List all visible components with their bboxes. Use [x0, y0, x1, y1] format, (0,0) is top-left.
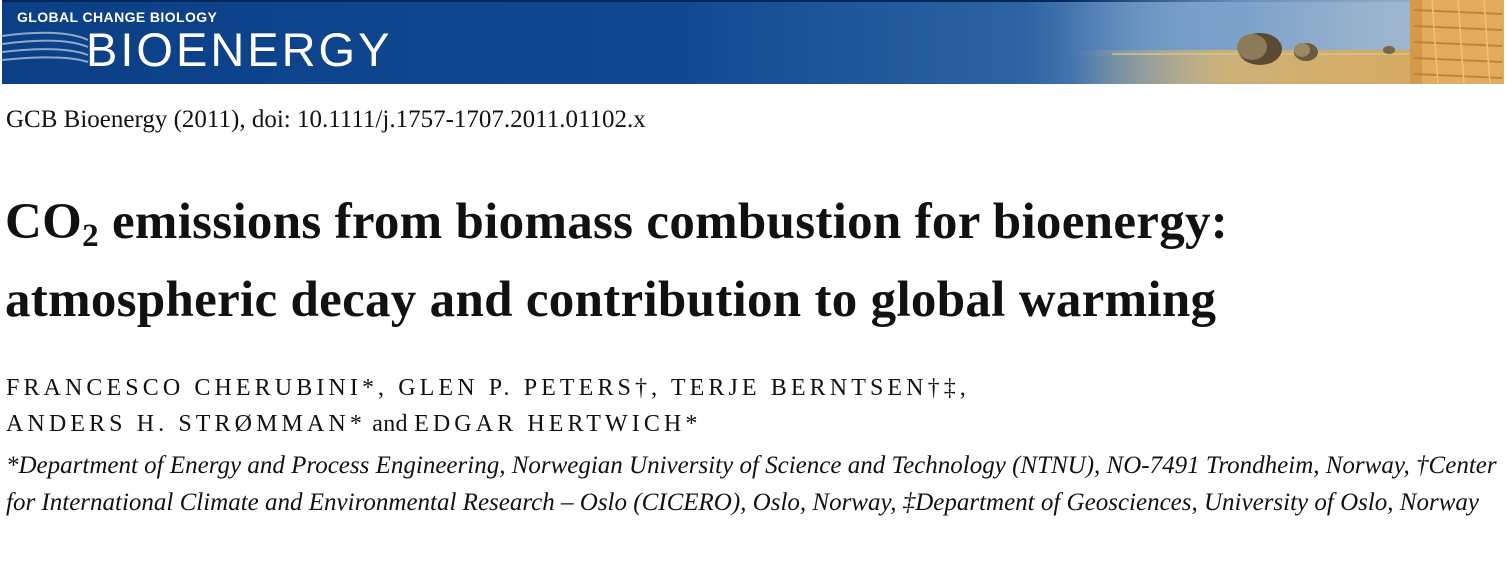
authors-line1: FRANCESCO CHERUBINI*, GLEN P. PETERS†, TERJE BERNTSEN†‡, — [6, 375, 970, 401]
authors-conjunction: and — [365, 411, 415, 437]
citation-doi: GCB Bioenergy (2011), doi: 10.1111/j.1757-1707.2011.01102.x — [6, 106, 646, 133]
journal-banner — [2, 0, 1504, 84]
authors-line2-part1: ANDERS H. STRØMMAN* — [6, 411, 366, 437]
logo-swoosh — [2, 33, 88, 62]
title-subscript: 2 — [82, 218, 99, 254]
title-line1-rest: emissions from biomass combustion for bioenergy: — [98, 194, 1229, 250]
article-title — [5, 190, 1500, 332]
journal-name: BIOENERGY — [86, 23, 393, 76]
hay-bale-icons — [1237, 33, 1395, 65]
title-line2: atmospheric decay and contribution to global warming — [5, 272, 1217, 328]
journal-series-name: GLOBAL CHANGE BIOLOGY — [17, 9, 218, 25]
title-co: CO — [5, 194, 83, 250]
author-affiliations: *Department of Energy and Process Engineering, Norwegian University of Science and Technology (NTNU), NO-7491 Trondheim, Norway, †Center for International Climate and Environmental Research – Oslo (CICERO), Oslo, Norway, ‡Department of Geosciences, University of Oslo, Norway — [6, 452, 1497, 516]
author-list — [6, 370, 970, 442]
straw-bale-icon — [1410, 0, 1504, 84]
authors-line2-part2: EDGAR HERTWICH* — [414, 411, 702, 437]
